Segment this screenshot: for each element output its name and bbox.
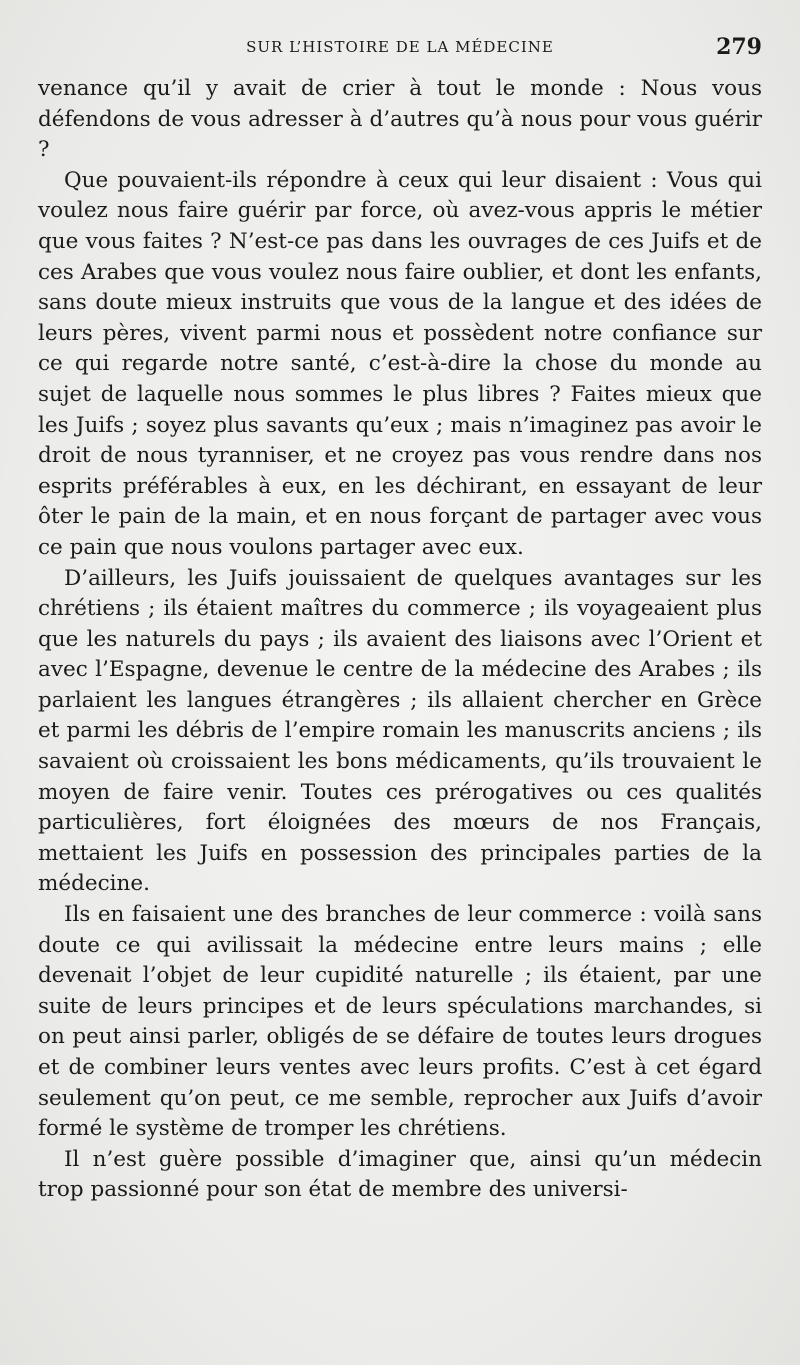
running-head bbox=[38, 34, 762, 74]
paragraph: Il n’est guère possible d’imaginer que, ainsi qu’un médecin trop passionné pour son état de membre des universi- bbox=[38, 1146, 762, 1203]
body-text bbox=[38, 74, 762, 1206]
paragraph: Que pouvaient-ils répondre à ceux qui leur disaient : Vous qui voulez nous faire guérir par force, où avez-vous appris le métier que vous faites ? N’est-ce pas dans les ouvrages de ces Juifs et de ces Arabes que vous voulez nous faire oublier, et dont les enfants, sans doute mieux instruits que vous de la langue et des idées de leurs pères, vivent parmi nous et possèdent notre confiance sur ce qui regarde notre santé, c’est-à-dire la chose du monde au sujet de laquelle nous sommes le plus libres ? Faites mieux que les Juifs ; soyez plus savants qu’eux ; mais n’imaginez pas avoir le droit de nous tyranniser, et ne croyez pas vous rendre dans nos esprits préférables à eux, en les déchirant, en essayant de leur ôter le pain de la main, et en nous forçant de partager avec vous ce pain que nous voulons partager avec eux. bbox=[38, 167, 762, 560]
paragraph-continued: venance qu’il y avait de crier à tout le monde : Nous vous défendons de vous adresser à d’autres qu’à nous pour vous guérir ? bbox=[38, 76, 762, 163]
running-title: SUR L’HISTOIRE DE LA MÉDECINE bbox=[246, 38, 554, 56]
page-number: 279 bbox=[716, 34, 762, 60]
paragraph: Ils en faisaient une des branches de leur commerce : voilà sans doute ce qui avilissait la médecine entre leurs mains ; elle devenait l’objet de leur cupidité naturelle ; ils étaient, par une suite de leurs principes et de leurs spéculations marchandes, si on peut ainsi parler, obligés de se défaire de toutes leurs drogues et de combiner leurs ventes avec leurs profits. C’est à cet égard seulement qu’on peut, ce me semble, reprocher aux Juifs d’avoir formé le système de tromper les chrétiens. bbox=[38, 902, 762, 1142]
paragraph: D’ailleurs, les Juifs jouissaient de quelques avantages sur les chrétiens ; ils étaient maîtres du commerce ; ils voyageaient plus que les naturels du pays ; ils avaient des liaisons avec l’Orient et avec l’Espagne, devenue le centre de la médecine des Arabes ; ils parlaient les langues étrangères ; ils allaient chercher en Grèce et parmi les débris de l’empire romain les manuscrits anciens ; ils savaient où croissaient les bons médicaments, qu’ils trouvaient le moyen de faire venir. Toutes ces prérogatives ou ces qualités particulières, fort éloignées des mœurs de nos Français, mettaient les Juifs en possession des principales parties de la médecine. bbox=[38, 565, 762, 897]
